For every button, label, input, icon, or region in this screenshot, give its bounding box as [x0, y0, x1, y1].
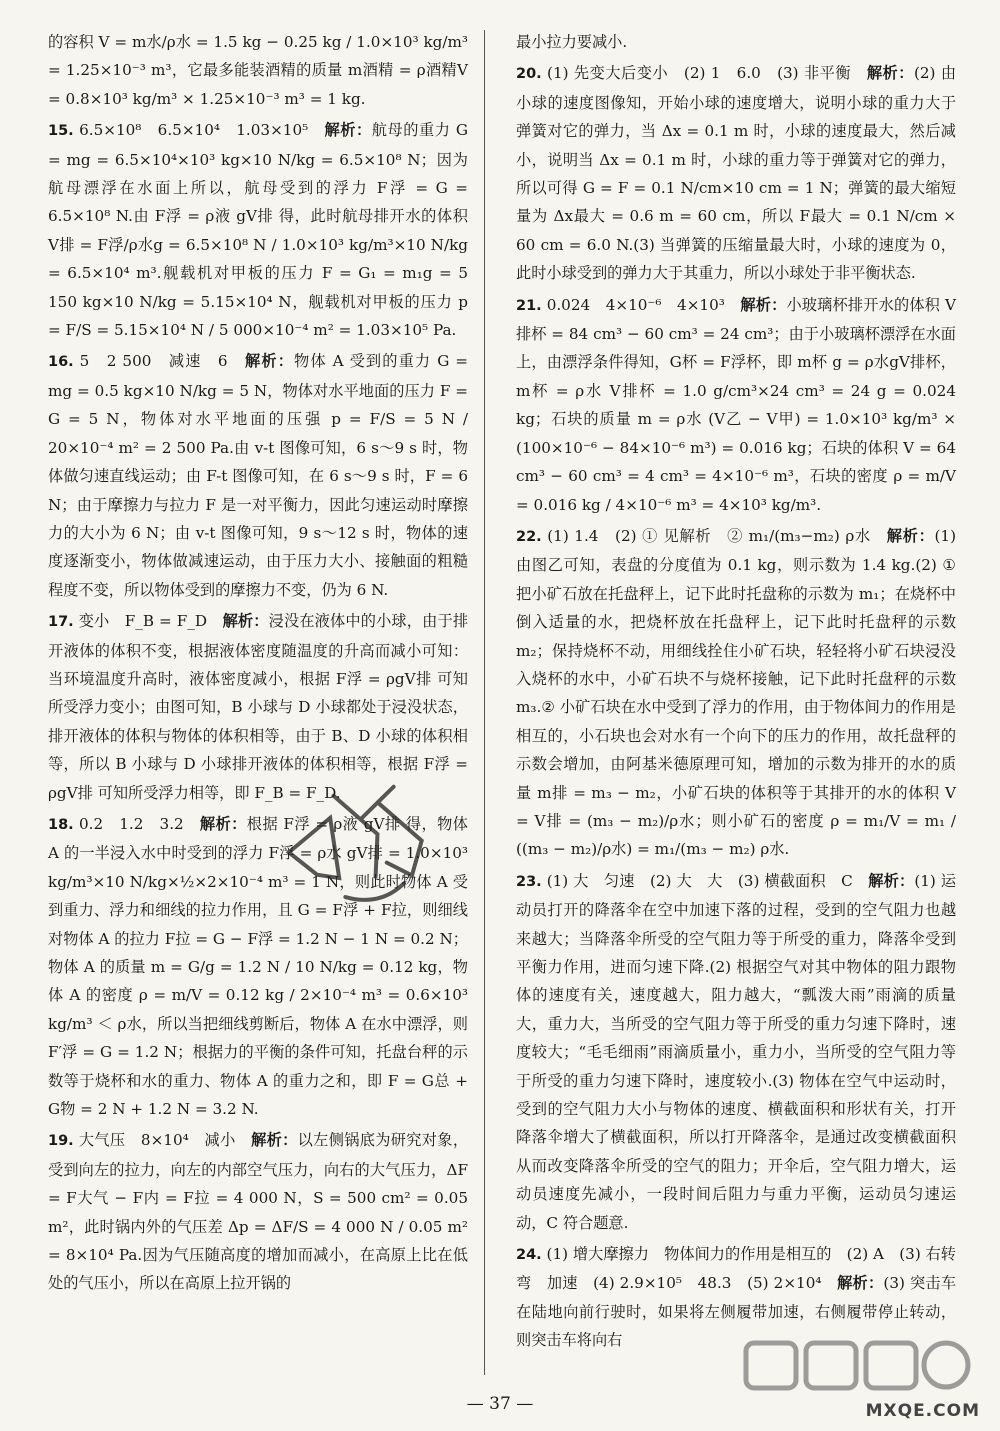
- answer-item-q21: [516, 291, 956, 519]
- analysis-text: (3) 突击车在陆地向前行驶时，如果将左侧履带加速，右侧履带停止转动，则突击车将向右: [516, 1274, 957, 1350]
- analysis-label: 解析：: [222, 612, 269, 631]
- answer-values: (1) 大 匀速 (2) 大 大 (3) 横截面积 C: [546, 871, 853, 890]
- analysis-label: 解析：: [866, 64, 914, 83]
- answer-values: 变小 F_B = F_D: [78, 612, 208, 631]
- question-number: 22.: [516, 528, 542, 545]
- analysis-label: 解析：: [199, 814, 247, 833]
- question-number: 21.: [516, 297, 542, 314]
- analysis-label: 解析：: [324, 121, 372, 140]
- question-number: 16.: [48, 354, 74, 371]
- analysis-text: 的容积 V = m水/ρ水 = 1.5 kg − 0.25 kg / 1.0×10³ kg/m³ = 1.25×10⁻³ m³，它最多能装酒精的质量 m酒精 = ρ酒精V = 0.8×10³ kg/m³ × 1.25×10⁻³ m³ = 1 kg.: [48, 33, 468, 108]
- answer-values: 0.2 1.2 3.2: [78, 814, 184, 833]
- question-number: 23.: [516, 873, 542, 890]
- analysis-label: 解析：: [886, 526, 935, 545]
- answer-item-q20: [516, 59, 956, 287]
- analysis-label: 解析：: [251, 1131, 298, 1150]
- page-number: — 37 —: [466, 1394, 534, 1414]
- column-divider: [484, 30, 485, 1375]
- analysis-text: 小玻璃杯排开水的体积 V排杯 = 84 cm³ − 60 cm³ = 24 cm³；由于小玻璃杯漂浮在水面上，由漂浮条件得知，G杯 = F浮杯，即 m杯 g = ρ水gV排杯，m杯 = ρ水 V排杯 = 1.0 g/cm³×24 cm³ = 24 g = 0.024 kg；石块的质量 m = ρ水 (V乙 − V甲) = 1.0×10³ kg/m³ × (100×10⁻⁶ − 84×10⁻⁶ m³) = 0.016 kg；石块的体积 V = 64 cm³ − 60 cm³ = 4 cm³ = 4×10⁻⁶ m³，石块的密度 ρ = m/V = 0.016 kg / 4×10⁻⁶ m³ = 4×10³ kg/m³.: [516, 295, 956, 514]
- analysis-text: 最小拉力要减小.: [516, 33, 628, 51]
- analysis-text: 物体 A 受到的重力 G = mg = 0.5 kg×10 N/kg = 5 N，物体对水平地面的压力 F = G = 5 N，物体对水平地面的压强 p = F/S = 5 N / 20×10⁻⁴ m² = 2 500 Pa.由 v-t 图像可知，6 s～9 s 时，物体做匀速直线运动；由 F-t 图像可知，在 6 s～9 s 时，F = 6 N；由于摩擦力与拉力 F 是一对平衡力，因此匀速运动时摩擦力的大小为 6 N；由 v-t 图像可知，9 s～12 s 时，物体的速度逐渐变小，物体做减速运动，由于压力大小、接触面的粗糙程度不变，所以物体受到的摩擦力不变，仍为 6 N.: [48, 352, 469, 599]
- answer-values: (1) 1.4 (2) ① 见解析 ② m₁/(m₃−m₂) ρ水: [547, 526, 871, 545]
- analysis-text: 航母的重力 G = mg = 6.5×10⁴×10³ kg×10 N/kg = 6.5×10⁸ N；因为航母漂浮在水面上所以，航母受到的浮力 F浮 = G = 6.5×10⁸ N.由 F浮 = ρ液 gV排 得，此时航母排开水的体积 V排 = F浮/ρ水g = 6.5×10⁸ N / 1.0×10³ kg/m³×10 N/kg = 6.5×10⁴ m³.舰载机对甲板的压力 F = G₁ = m₁g = 5 150 kg×10 N/kg = 5.15×10⁴ N，舰载机对甲板的压力 p = F/S = 5.15×10⁴ N / 5 000×10⁻⁴ m² = 1.03×10⁵ Pa.: [48, 121, 469, 340]
- analysis-label: 解析：: [245, 352, 295, 371]
- answer-values: (1) 增大摩擦力 物体间力的作用是相互的 (2) A (3) 右转弯 加速 (4) 2.9×10⁵ 48.3 (5) 2×10⁴: [516, 1245, 956, 1293]
- question-number: 24.: [516, 1247, 542, 1264]
- answer-item-p19tail: [516, 28, 956, 56]
- analysis-text: 以左侧锅底为研究对象，受到向左的拉力，向左的内部空气压力，向右的大气压力，ΔF = F大气 − F内 = F拉 = 4 000 N，S = 500 cm² = 0.05 m²，此时锅内外的气压差 Δp = ΔF/S = 4 000 N / 0.05 m² = 8×10⁴ Pa.因为气压随高度的增加而减小，在高原上比在低处的气压小，所以在高原上拉开锅的: [48, 1131, 468, 1293]
- analysis-text: 根据 F浮 = ρ液 gV排 得，物体 A 的一半浸入水中时受到的浮力 F浮 = ρ水 gV排 = 1.0×10³ kg/m³×10 N/kg×½×2×10⁻⁴ m³ = 1 N，则此时物体 A 受到重力、浮力和细线的拉力作用，且 G = F浮 + F拉，则细线对物体 A 的拉力 F拉 = G − F浮 = 1.2 N − 1 N = 0.2 N；物体 A 的质量 m = G/g = 1.2 N / 10 N/kg = 0.12 kg，物体 A 的密度 ρ = m/V = 0.12 kg / 2×10⁻⁴ m³ = 0.6×10³ kg/m³ ＜ ρ水，所以当把细线剪断后，物体 A 在水中漂浮，则 F′浮 = G = 1.2 N；根据力的平衡的条件可知，托盘台秤的示数等于烧杯和水的重力、物体 A 的重力之和，即 F = G总 + G物 = 2 N + 1.2 N = 3.2 N.: [48, 814, 468, 1119]
- answer-item-p14tail: [48, 28, 468, 113]
- analysis-text: (1) 运动员打开的降落伞在空中加速下落的过程，受到的空气阻力也越来越大；当降落伞所受的空气阻力等于所受的重力，降落伞受到平衡力作用，进而匀速下降.(2) 根据空气对其中物体的阻力跟物体的速度有关，速度越大，阻力越大，“瓢泼大雨”雨滴的质量大，重力大，当所受的空气阻力等于所受的重力匀速下降时，速度较大；“毛毛细雨”雨滴质量小，重力小，当所受的空气阻力等于所受的重力匀速下降时，速度较小.(3) 物体在空气中运动时，受到的空气阻力大小与物体的速度、横截面积和形状有关，打开降落伞增大了横截面积，所以打开降落伞，是通过改变横截面积从而改变降落伞所受的空气的阻力；开伞后，空气阻力增大，运动员速度先减小，一段时间后阻力与重力平衡，运动员匀速运动，C 符合题意.: [516, 871, 957, 1232]
- answer-item-q23: [516, 867, 956, 1237]
- question-number: 17.: [48, 614, 74, 631]
- analysis-text: (1) 由图乙可知，表盘的分度值为 0.1 kg，则示数为 1.4 kg.(2) ① 把小矿石放在托盘秤上，记下此时托盘称的示数为 m₁；在烧杯中倒入适量的水，把烧杯放在托盘秤上，记下此时托盘秤的示数 m₂；保持烧杯不动，用细线拴住小矿石块，轻轻将小矿石块浸没入烧杯的水中，小矿石块不与烧杯接触，记下此时托盘秤的示数 m₃.② 小矿石块在水中受到了浮力的作用，由于物体间力的作用是相互的，小石块也会对水有一个向下的压力的作用，故托盘秤的示数会增加，由阿基米德原理可知，增加的示数为排开的水的质量 m排 = m₃ − m₂，小矿石块的体积等于其排开的水的体积 V = V排 = (m₃ − m₂)/ρ水；则小矿石的密度 ρ = m₁/V = m₁ / ((m₃ − m₂)/ρ水) = m₁/(m₃ − m₂) ρ水.: [516, 526, 957, 859]
- answer-item-q16: [48, 347, 468, 604]
- answer-values: 0.024 4×10⁻⁶ 4×10³: [546, 295, 725, 314]
- answer-values: (1) 先变大后变小 (2) 1 6.0 (3) 非平衡: [547, 64, 852, 83]
- question-number: 19.: [48, 1133, 74, 1150]
- answer-values: 大气压 8×10⁴ 减小: [78, 1131, 236, 1150]
- question-number: 18.: [48, 816, 74, 833]
- analysis-text: (2) 由小球的速度图像知，开始小球的速度增大，说明小球的重力大于弹簧对它的弹力，当 Δx = 0.1 m 时，小球的速度最大，然后减小，说明当 Δx = 0.1 m 时，小球的重力等于弹簧对它的弹力，所以可得 G = F = 0.1 N/cm×10 cm = 1 N；弹簧的最大缩短量为 Δx最大 = 0.6 m = 60 cm，所以 F最大 = 0.1 N/cm × 60 cm = 6.0 N.(3) 当弹簧的压缩量最大时，小球的速度为 0，此时小球受到的弹力大于其重力，所以小球处于非平衡状态.: [516, 64, 957, 283]
- answer-item-q19: [48, 1126, 468, 1297]
- analysis-text: 浸没在液体中的小球，由于排开液体的体积不变，根据液体密度随温度的升高而减小可知：当环境温度升高时，液体密度减小，根据 F浮 = ρgV排 可知所受浮力变小；由图可知，B 小球与 D 小球都处于浸没状态，排开液体的体积与物体的体积相等，由于 B、D 小球的体积相等，所以 B 小球与 D 小球排开液体的体积相等，根据 F浮 = ρgV排 可知所受浮力相等，即 F_B = F_D.: [48, 612, 469, 802]
- watermark-text: MXQE.COM: [865, 1401, 980, 1421]
- question-number: 20.: [516, 66, 542, 83]
- analysis-label: 解析：: [868, 871, 915, 890]
- answer-item-q22: [516, 522, 956, 864]
- right-column: [516, 28, 956, 1358]
- question-number: 15.: [48, 123, 74, 140]
- left-column: [48, 28, 468, 1301]
- answer-values: 5 2 500 减速 6: [79, 352, 228, 371]
- analysis-label: 解析：: [740, 295, 787, 314]
- analysis-label: 解析：: [837, 1274, 884, 1293]
- answer-values: 6.5×10⁸ 6.5×10⁴ 1.03×10⁵: [79, 121, 309, 140]
- answer-item-q15: [48, 116, 468, 344]
